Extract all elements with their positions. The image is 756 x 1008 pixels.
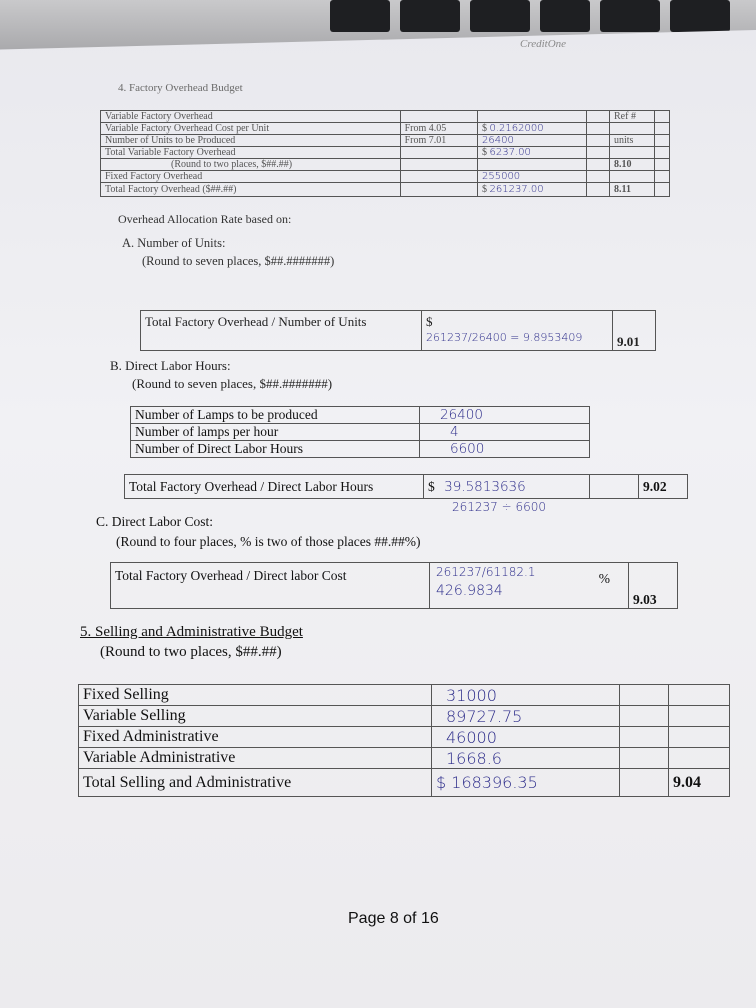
ref-cell (669, 706, 730, 727)
ref-cell (669, 748, 730, 769)
handwritten-total: 261237.00 (489, 184, 544, 195)
ref-cell: 9.03 (629, 563, 678, 609)
spacer-cell (655, 111, 670, 123)
keyboard-key (470, 0, 530, 32)
handwritten-note: 261237 ÷ 6600 (452, 500, 547, 514)
spacer-cell (620, 706, 669, 727)
keyboard-key (600, 0, 660, 32)
handwritten-value: 46000 (432, 727, 620, 748)
sectionB-round: (Round to seven places, $##.#######) (132, 376, 333, 391)
value-cell (478, 123, 587, 135)
ref-header: Ref # (610, 111, 655, 123)
spacer-cell (587, 147, 610, 159)
keyboard-key (540, 0, 590, 32)
value-cell (478, 135, 587, 147)
spacer-cell (655, 171, 670, 183)
row-label: Total Factory Overhead ($##.##) (101, 183, 401, 197)
handwritten-value: 1668.6 (432, 748, 620, 769)
handwritten-value: 26400 (420, 407, 590, 424)
spacer-cell (620, 769, 669, 797)
spacer-cell (587, 159, 610, 171)
sectionC-round: (Round to four places, % is two of those places ##.##%) (116, 534, 421, 549)
factory-overhead-table (100, 110, 670, 197)
handwritten-value: 89727.75 (432, 706, 620, 727)
percent-sign: % (598, 571, 610, 586)
from-cell (400, 147, 477, 159)
row-label: Fixed Factory Overhead (101, 171, 401, 183)
keyboard-key (330, 0, 390, 32)
dollar-sign: $ (426, 314, 433, 329)
sectionA-title: A. Number of Units: (122, 236, 226, 250)
ref-cell: units (610, 135, 655, 147)
row-label: Number of Lamps to be produced (131, 407, 420, 424)
row-label: Total Selling and Administrative (79, 769, 432, 797)
row-label: Number of Units to be Produced (101, 135, 401, 147)
spacer-cell (620, 727, 669, 748)
budget4-heading: 4. Factory Overhead Budget (118, 82, 243, 94)
value-cell (430, 563, 629, 609)
spacer-cell (587, 111, 610, 123)
handwritten-cost-per-unit: 0.2162000 (489, 123, 544, 134)
row-label: Variable Administrative (79, 748, 432, 769)
sectionB-title: B. Direct Labor Hours: (110, 358, 231, 373)
row-label: Fixed Administrative (79, 727, 432, 748)
spacer-cell (655, 147, 670, 159)
budget5-round: (Round to two places, $##.##) (100, 644, 282, 660)
value-cell (478, 171, 587, 183)
ref-cell (610, 123, 655, 135)
spacer-cell (655, 135, 670, 147)
handwritten-value: 4 (420, 424, 590, 441)
from-cell (400, 183, 477, 197)
spacer-cell (587, 123, 610, 135)
sectionC-title: C. Direct Labor Cost: (96, 514, 213, 529)
value-cell (422, 311, 613, 351)
value-cell (478, 147, 587, 159)
value-cell (478, 183, 587, 197)
spacer-cell (587, 171, 610, 183)
spacer-cell (590, 475, 639, 499)
spacer-cell (620, 685, 669, 706)
sectionB-total-table (124, 474, 688, 499)
row-label: (Round to two places, $##.##) (101, 159, 401, 171)
keyboard-key (670, 0, 730, 32)
sectionC-table (110, 562, 678, 609)
ref-cell (610, 171, 655, 183)
rate-intro: Overhead Allocation Rate based on: (118, 212, 292, 226)
row-label: Variable Factory Overhead Cost per Unit (101, 123, 401, 135)
handwritten-work: 261237/61182.1 (436, 565, 536, 579)
sectionA-round: (Round to seven places, $##.#######) (142, 254, 335, 268)
sectionA-table (140, 310, 656, 351)
spacer-cell (620, 748, 669, 769)
ref-cell: 9.02 (639, 475, 688, 499)
ref-cell: 8.11 (610, 183, 655, 197)
row-label: Fixed Selling (79, 685, 432, 706)
brand-text: CreditOne (520, 38, 567, 50)
row-label: Variable Selling (79, 706, 432, 727)
dollar-sign: $ (482, 184, 487, 195)
handwritten-total: $ 168396.35 (432, 769, 620, 797)
from-cell: From 4.05 (400, 123, 477, 135)
value-cell (478, 159, 587, 171)
ref-cell (669, 685, 730, 706)
ref-cell: 9.04 (669, 769, 730, 797)
spacer-cell (587, 183, 610, 197)
keyboard-key (400, 0, 460, 32)
from-cell (400, 159, 477, 171)
value-cell (424, 475, 590, 499)
spacer-cell (655, 159, 670, 171)
handwritten-value: 6600 (420, 441, 590, 458)
handwritten-units: 26400 (482, 135, 514, 146)
spacer-cell (655, 183, 670, 197)
handwritten-total-variable: 6237.00 (489, 147, 531, 158)
handwritten-fixed: 255000 (482, 171, 521, 182)
budget5-heading: 5. Selling and Administrative Budget (80, 624, 303, 640)
row-label: Total Factory Overhead / Direct Labor Hours (125, 475, 424, 499)
page-number: Page 8 of 16 (348, 910, 439, 927)
dollar-sign: $ (482, 147, 487, 158)
from-cell (400, 111, 477, 123)
handwritten-result: 426.9834 (436, 583, 503, 599)
row-label: Number of lamps per hour (131, 424, 420, 441)
ref-cell (610, 147, 655, 159)
sectionB-inputs-table (130, 406, 590, 458)
selling-admin-table (78, 684, 730, 797)
ref-cell: 9.01 (613, 311, 656, 351)
dollar-sign: $ (428, 478, 435, 494)
ref-cell (669, 727, 730, 748)
spacer-cell (587, 135, 610, 147)
spacer-cell (655, 123, 670, 135)
row-label: Variable Factory Overhead (101, 111, 401, 123)
row-label: Total Factory Overhead / Number of Units (141, 311, 422, 351)
from-cell: From 7.01 (400, 135, 477, 147)
value-cell (478, 111, 587, 123)
row-label: Total Variable Factory Overhead (101, 147, 401, 159)
dollar-sign: $ (482, 123, 487, 134)
handwritten-value: 31000 (432, 685, 620, 706)
row-label: Total Factory Overhead / Direct labor Cost (111, 563, 430, 609)
row-label: Number of Direct Labor Hours (131, 441, 420, 458)
from-cell (400, 171, 477, 183)
ref-cell: 8.10 (610, 159, 655, 171)
handwritten-total: 39.5813636 (444, 478, 526, 495)
handwritten-calc: 261237/26400 = 9.8953409 (426, 331, 583, 344)
